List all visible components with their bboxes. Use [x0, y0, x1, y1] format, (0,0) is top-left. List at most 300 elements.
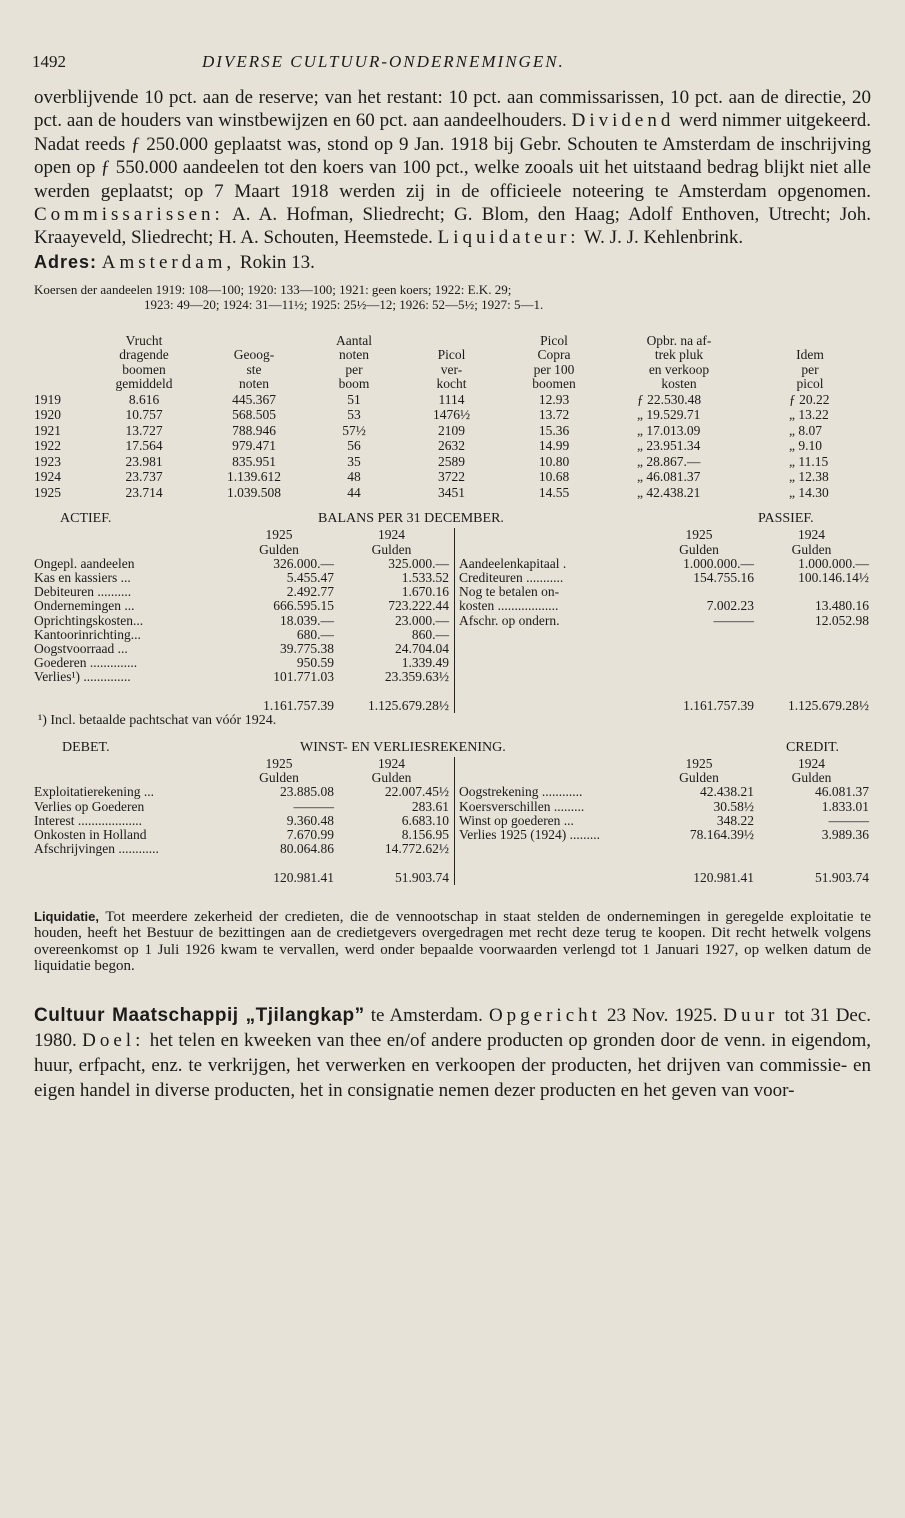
- account-value: 326.000.—: [273, 555, 334, 571]
- balance-right-label: PASSIEF.: [758, 511, 814, 527]
- account-value: 348.22: [716, 812, 754, 828]
- table-cell: 8.616: [128, 391, 160, 407]
- production-header-cell: [204, 334, 304, 349]
- table-cell: 10.757: [125, 407, 163, 423]
- table-cell: 13.72: [538, 407, 570, 423]
- production-header-cell: [404, 334, 499, 349]
- account-label: Oprichtingskosten...: [34, 612, 144, 628]
- spacer: [34, 771, 224, 785]
- total-value: 120.981.41: [693, 869, 754, 885]
- account-value: 24.704.04: [395, 640, 449, 656]
- address-street: Rokin 13.: [239, 251, 315, 273]
- year-header: 1925: [265, 755, 293, 771]
- founded-label: Opgericht: [488, 1004, 601, 1026]
- account-value: 42.438.21: [700, 784, 754, 800]
- account-value: 14.772.62½: [384, 841, 449, 857]
- actief-year-row: [34, 528, 449, 542]
- unit-header: Gulden: [371, 770, 412, 786]
- pl-left-label: DEBET.: [62, 739, 110, 755]
- account-value: 680.—: [296, 626, 334, 642]
- account-value: [644, 585, 754, 599]
- account-label: Goederen ..............: [34, 655, 138, 671]
- account-value: 154.755.16: [693, 569, 754, 585]
- spacer-row: [459, 856, 869, 870]
- spacer-row: [34, 685, 449, 699]
- spacer: [34, 757, 224, 771]
- liquidateur-label: Liquidateur:: [437, 227, 580, 249]
- year-cell: 1919: [34, 391, 61, 407]
- account-label: Oogstvoorraad ...: [34, 640, 128, 656]
- table-cell: „ 13.22: [789, 407, 829, 423]
- pl-title: WINST- EN VERLIESREKENING.: [300, 739, 506, 755]
- intro-text-3: A. A. Hofman, Sliedrecht; G. Blom, den Haag; Adolf Enthoven, Utrecht; Joh. Kraayeveld, Sliedrecht; H. A. Schouten, Heemstede.: [34, 204, 871, 249]
- year-cell: 1922: [34, 438, 61, 454]
- table-row: [34, 642, 449, 656]
- table-cell: 2109: [438, 422, 465, 438]
- account-value: 7.002.23: [706, 598, 754, 614]
- balance-passief: [455, 528, 871, 713]
- year-header: 1924: [798, 755, 825, 771]
- founded-value: 23 Nov. 1925.: [607, 1004, 718, 1026]
- table-cell: 12.93: [538, 391, 570, 407]
- year-header: 1924: [378, 527, 405, 543]
- spacer: [459, 757, 644, 771]
- table-row: [34, 454, 871, 470]
- production-header-cell: dragende: [119, 347, 169, 363]
- account-value: 1.000.000.—: [798, 555, 869, 571]
- account-value: 950.59: [296, 655, 334, 671]
- balance-left-label: ACTIEF.: [60, 511, 112, 527]
- spacer: [459, 699, 644, 713]
- intro-text-4: W. J. J. Kehlenbrink.: [583, 227, 744, 249]
- table-cell: „ 19.529.71: [637, 407, 701, 423]
- balance-sheet: [34, 528, 871, 713]
- pl-debet-table: [34, 757, 449, 885]
- table-cell: 23.981: [125, 453, 163, 469]
- production-header-row: [34, 363, 871, 378]
- year-cell: 1921: [34, 422, 61, 438]
- account-value: 46.081.37: [815, 784, 869, 800]
- total-value: 51.903.74: [395, 869, 449, 885]
- table-row: [34, 800, 449, 814]
- account-value: 5.455.47: [286, 569, 334, 585]
- address-label: Adres:: [34, 251, 98, 272]
- credit-unit-row: [459, 771, 869, 785]
- production-header-cell: noten: [239, 376, 269, 392]
- table-row: [34, 628, 449, 642]
- table-row: [459, 571, 869, 585]
- account-value: 23.000.—: [395, 612, 449, 628]
- year-cell: 1924: [34, 469, 61, 485]
- table-cell: ƒ 20.22: [789, 391, 830, 407]
- table-cell: 10.80: [538, 453, 570, 469]
- debet-year-row: [34, 757, 449, 771]
- table-cell: „ 46.081.37: [637, 469, 701, 485]
- account-value: 283.61: [411, 798, 449, 814]
- production-header-cell: trek pluk: [654, 347, 704, 363]
- year-header: 1925: [685, 755, 713, 771]
- table-cell: „ 28.867.—: [637, 453, 701, 469]
- table-row: [34, 828, 449, 842]
- purpose-value: het telen en kweeken van thee en/of andere producten op gronden door de venn. in eigendom, huur, erfpacht, enz. te verkrijgen, het verwerken en verkoopen der producten, het drijven van commissie- en eigen handel in diverse producten, het in consignatie nemen dezer producten en het geven van voor-: [34, 1029, 872, 1101]
- production-header-cell: kocht: [436, 376, 467, 392]
- company-location: te Amsterdam.: [370, 1004, 483, 1026]
- total-value: 1.161.757.39: [263, 697, 334, 713]
- running-header: [32, 52, 871, 86]
- account-label: Kantoorinrichting...: [34, 626, 141, 642]
- production-header-cell: Opbr. na af-: [646, 332, 712, 348]
- production-header-cell: kosten: [661, 376, 697, 392]
- table-cell: 35: [347, 453, 361, 469]
- table-cell: 56: [347, 438, 361, 454]
- spacer-row: [459, 842, 869, 856]
- account-value: 9.360.48: [286, 812, 334, 828]
- table-row: [34, 842, 449, 856]
- table-row: [34, 557, 449, 571]
- table-cell: 1476½: [432, 407, 471, 423]
- company-entry: [34, 1003, 871, 1103]
- account-value: ———: [293, 798, 334, 814]
- account-value: 7.670.99: [286, 827, 334, 842]
- table-cell: „ 23.951.34: [637, 438, 701, 454]
- table-row: [459, 585, 869, 599]
- account-label: Oogstrekening ............: [459, 784, 583, 800]
- table-row: [34, 407, 871, 423]
- total-value: 1.161.757.39: [683, 697, 754, 713]
- table-row: [459, 800, 869, 814]
- account-label: Crediteuren ...........: [459, 569, 564, 585]
- production-header-row: [34, 348, 871, 363]
- unit-header: Gulden: [791, 541, 832, 557]
- table-cell: 23.737: [125, 469, 163, 485]
- account-label: Nog te betalen on-: [459, 584, 560, 600]
- purpose-label: Doel:: [82, 1029, 145, 1051]
- spacer: [34, 543, 224, 557]
- account-value: 23.885.08: [280, 784, 334, 800]
- account-value: 3.989.36: [821, 827, 869, 842]
- production-header-cell: ver-: [440, 361, 463, 377]
- dividend-label: Dividend: [571, 110, 675, 132]
- production-header-cell: boom: [338, 376, 370, 392]
- year-header: 1925: [685, 527, 713, 543]
- account-label: Verlies¹) ..............: [34, 669, 131, 685]
- liquidation-text: Tot meerdere zekerheid der credieten, die de vennootschap in staat stelden de ondernemingen in geregelde exploitatie te houden, heeft het Bestuur de bezittingen aan de credietgevers overgedragen met recht deze terug te koopen. Dit recht hetwelk volgens overeenkomst op 1 Juli 1926 kwam te vervallen, werd onder bepaalde voorwaarden verlengd tot 1 Januari 1927, op welken datum de liquidatie begon.: [34, 908, 871, 975]
- production-header-cell: [34, 363, 84, 378]
- table-cell: 53: [347, 407, 361, 423]
- total-row: [34, 699, 449, 713]
- table-cell: 10.68: [538, 469, 570, 485]
- table-row: [34, 392, 871, 408]
- account-value: 1.533.52: [401, 569, 449, 585]
- table-row: [34, 469, 871, 485]
- credit-year-row: [459, 757, 869, 771]
- table-cell: 1.039.508: [227, 484, 281, 500]
- table-row: [459, 828, 869, 842]
- balance-footnote: ¹) Incl. betaalde pachtschat van vóór 1924.: [38, 712, 277, 728]
- address-line: [34, 252, 871, 274]
- production-table-header: [34, 334, 871, 392]
- production-table-body: [34, 392, 871, 501]
- production-header-cell: per: [345, 361, 363, 377]
- production-header-cell: boomen: [122, 361, 166, 377]
- table-row: [34, 814, 449, 828]
- account-label: Interest ...................: [34, 812, 142, 828]
- account-label: Koersverschillen .........: [459, 798, 585, 814]
- account-label: Ongepl. aandeelen: [34, 555, 135, 571]
- table-row: [34, 571, 449, 585]
- table-cell: 979.471: [232, 438, 276, 454]
- table-cell: 568.505: [232, 407, 276, 423]
- total-value: 1.125.679.28½: [788, 697, 869, 713]
- production-header-row: [34, 377, 871, 392]
- balance-passief-table: [459, 528, 869, 713]
- table-cell: 445.367: [232, 391, 276, 407]
- total-value: 1.125.679.28½: [368, 697, 449, 713]
- spacer-row: [34, 856, 449, 870]
- year-header: 1924: [798, 527, 825, 543]
- account-value: 78.164.39½: [689, 827, 754, 842]
- account-label: Aandeelenkapitaal .: [459, 555, 567, 571]
- intro-paragraph: [34, 86, 871, 250]
- production-header-cell: [34, 377, 84, 392]
- page-number: 1492: [32, 52, 66, 71]
- intro-text-2: werd nimmer uitgekeerd. Nadat reeds ƒ 250.000 geplaatst was, stond op 9 Jan. 1918 bij Gebr. Schouten te Amsterdam de inschrijving open op ƒ 550.000 aandeelen tot den koers van 100 pct., welke zooals uit het uitstaand bedrag blijkt niet alle werden geplaatst; op 7 Maart 1918 werden zij in de officieele noteering te Amsterdam opgenomen.: [34, 110, 872, 202]
- account-label: kosten ..................: [459, 598, 559, 614]
- account-label: Onkosten in Holland: [34, 827, 147, 842]
- duration-label: Duur: [723, 1004, 779, 1026]
- account-label: Verlies 1925 (1924) .........: [459, 827, 600, 842]
- table-cell: 835.951: [232, 453, 276, 469]
- account-value: 1.670.16: [401, 584, 449, 600]
- unit-header: Gulden: [791, 770, 832, 786]
- table-row: [34, 423, 871, 439]
- spacer-row: [459, 642, 869, 656]
- pl-credit-table: [459, 757, 869, 885]
- year-cell: 1920: [34, 407, 61, 423]
- production-header-cell: [34, 334, 84, 349]
- balance-title-row: [34, 512, 871, 526]
- year-cell: 1923: [34, 453, 61, 469]
- production-header-cell: en verkoop: [648, 361, 710, 377]
- unit-header: Gulden: [371, 541, 412, 557]
- pl-title-row: [34, 741, 871, 755]
- balance-title: BALANS PER 31 DECEMBER.: [318, 511, 504, 527]
- spacer: [459, 543, 644, 557]
- production-header-cell: Geoog-: [233, 347, 275, 363]
- production-header-cell: Vrucht: [125, 332, 163, 348]
- table-row: [34, 585, 449, 599]
- year-cell: 1925: [34, 484, 61, 500]
- unit-header: Gulden: [259, 541, 299, 557]
- running-title: DIVERSE CULTUUR-ONDERNEMINGEN.: [202, 52, 565, 71]
- liquidation-paragraph: [34, 909, 871, 975]
- table-cell: 14.55: [538, 484, 570, 500]
- duration-value: tot 31 Dec. 1980.: [34, 1004, 872, 1051]
- account-value: 30.58½: [713, 798, 754, 814]
- production-header-cell: noten: [339, 347, 369, 363]
- actief-unit-row: [34, 543, 449, 557]
- account-value: 23.359.63½: [384, 669, 449, 685]
- account-value: 2.492.77: [286, 584, 334, 600]
- table-cell: „ 42.438.21: [637, 484, 701, 500]
- total-row: [34, 871, 449, 885]
- account-value: 13.480.16: [815, 598, 869, 614]
- production-header-row: [34, 334, 871, 349]
- share-prices-line-2: 1923: 49—20; 1924: 31—11½; 1925: 25½—12; 1926: 52—5½; 1927: 5—1.: [144, 296, 544, 312]
- account-value: ———: [828, 812, 869, 828]
- table-cell: „ 11.15: [789, 453, 829, 469]
- account-label: Afschr. op ondern.: [459, 612, 560, 628]
- total-value: 51.903.74: [815, 869, 869, 885]
- passief-unit-row: [459, 543, 869, 557]
- production-header-cell: ste: [246, 361, 262, 377]
- passief-year-row: [459, 528, 869, 542]
- spacer: [34, 528, 224, 542]
- account-value: 100.146.14½: [798, 569, 869, 585]
- table-cell: 23.714: [125, 484, 163, 500]
- total-row: [459, 871, 869, 885]
- table-cell: 44: [347, 484, 361, 500]
- account-value: 723.222.44: [388, 598, 449, 614]
- intro-text-1: overblijvende 10 pct. aan de reserve; van het restant: 10 pct. aan commissarissen, 10 pct. aan de directie, 20 pct. aan de houders van winstbewijzen en 60 pct. aan aandeelhouders.: [34, 87, 871, 132]
- account-value: 18.039.—: [280, 612, 334, 628]
- spacer-row: [459, 656, 869, 670]
- spacer: [459, 771, 644, 785]
- account-label: Debiteuren ..........: [34, 584, 132, 600]
- table-row: [459, 814, 869, 828]
- spacer: [34, 871, 224, 885]
- production-table: [34, 334, 871, 501]
- production-header-cell: boomen: [532, 376, 576, 392]
- spacer-row: [459, 628, 869, 642]
- pl-debet: [34, 757, 455, 885]
- table-cell: 788.946: [232, 422, 276, 438]
- unit-header: Gulden: [679, 541, 719, 557]
- account-value: 1.000.000.—: [683, 555, 754, 571]
- table-row: [34, 438, 871, 454]
- table-row: [34, 614, 449, 628]
- table-row: [459, 785, 869, 799]
- table-row: [34, 599, 449, 613]
- production-header-cell: per 100: [533, 361, 575, 377]
- account-value: ———: [713, 612, 754, 628]
- account-value: [754, 585, 869, 599]
- table-row: [459, 557, 869, 571]
- table-row: [34, 670, 449, 684]
- table-cell: 2632: [438, 438, 465, 454]
- table-cell: 15.36: [538, 422, 570, 438]
- table-cell: 17.564: [125, 438, 163, 454]
- table-cell: 1.139.612: [227, 469, 281, 485]
- company-name: Cultuur Maatschappij „Tjilangkap”: [34, 1004, 365, 1026]
- table-cell: 48: [347, 469, 361, 485]
- spacer-row: [459, 670, 869, 684]
- pl-credit: [455, 757, 871, 885]
- spacer: [34, 699, 224, 713]
- account-value: 12.052.98: [815, 612, 869, 628]
- production-header-cell: Picol: [437, 347, 466, 363]
- account-label: Verlies op Goederen: [34, 798, 145, 814]
- table-cell: 3451: [438, 484, 465, 500]
- balance-actief-table: [34, 528, 449, 713]
- year-header: 1924: [378, 755, 405, 771]
- total-value: 120.981.41: [273, 869, 334, 885]
- year-header: 1925: [265, 527, 293, 543]
- account-label: Ondernemingen ...: [34, 598, 135, 614]
- production-header-cell: Picol: [540, 332, 568, 348]
- table-cell: „ 14.30: [789, 484, 829, 500]
- account-value: 8.156.95: [401, 827, 449, 842]
- production-header-cell: Idem: [796, 347, 824, 363]
- share-prices: [34, 282, 871, 312]
- liquidation-label: Liquidatie,: [34, 908, 99, 924]
- unit-header: Gulden: [259, 770, 299, 786]
- production-header-cell: [749, 334, 871, 349]
- production-header-cell: Aantal: [336, 332, 372, 348]
- production-header-cell: gemiddeld: [115, 376, 173, 392]
- address-city: Amsterdam,: [101, 251, 236, 273]
- table-cell: 3722: [438, 469, 465, 485]
- pl-account: [34, 757, 871, 885]
- account-value: 860.—: [411, 626, 449, 642]
- account-value: 1.833.01: [821, 798, 869, 814]
- table-cell: 57½: [342, 422, 366, 438]
- production-header-cell: [34, 348, 84, 363]
- unit-header: Gulden: [679, 770, 719, 786]
- production-header-cell: picol: [796, 376, 824, 392]
- spacer-row: [459, 685, 869, 699]
- table-row: [459, 614, 869, 628]
- table-cell: 1114: [438, 391, 465, 407]
- account-label: Kas en kassiers ...: [34, 569, 131, 585]
- spacer: [459, 871, 644, 885]
- spacer: [459, 528, 644, 542]
- table-cell: 14.99: [538, 438, 570, 454]
- table-cell: „ 12.38: [789, 469, 829, 485]
- account-value: 1.339.49: [401, 655, 449, 671]
- table-row: [34, 656, 449, 670]
- account-value: 39.775.38: [280, 640, 334, 656]
- table-cell: ƒ 22.530.48: [637, 391, 702, 407]
- commissarissen-label: Commissarissen:: [34, 204, 224, 226]
- table-row: [34, 485, 871, 501]
- production-header-cell: per: [801, 361, 819, 377]
- account-label: Winst op goederen ...: [459, 812, 574, 828]
- balance-actief: [34, 528, 455, 713]
- account-value: 666.595.15: [273, 598, 334, 614]
- account-value: 325.000.—: [388, 555, 449, 571]
- table-cell: 2589: [438, 453, 465, 469]
- account-value: 22.007.45½: [384, 784, 449, 800]
- table-row: [34, 785, 449, 799]
- table-cell: „ 9.10: [789, 438, 822, 454]
- production-header-cell: Copra: [537, 347, 571, 363]
- account-label: Afschrijvingen ............: [34, 841, 159, 857]
- account-value: 6.683.10: [401, 812, 449, 828]
- table-row: [459, 599, 869, 613]
- table-cell: 51: [347, 391, 361, 407]
- account-label: Exploitatierekening ...: [34, 784, 154, 800]
- pl-right-label: CREDIT.: [786, 739, 840, 755]
- total-row: [459, 699, 869, 713]
- table-cell: 13.727: [125, 422, 163, 438]
- table-cell: „ 8.07: [789, 422, 822, 438]
- account-value: 101.771.03: [273, 669, 334, 685]
- table-cell: „ 17.013.09: [637, 422, 701, 438]
- account-value: 80.064.86: [280, 841, 334, 857]
- debet-unit-row: [34, 771, 449, 785]
- share-prices-line-1: Koersen der aandeelen 1919: 108—100; 1920: 133—100; 1921: geen koers; 1922: E.K. 29;: [34, 281, 512, 297]
